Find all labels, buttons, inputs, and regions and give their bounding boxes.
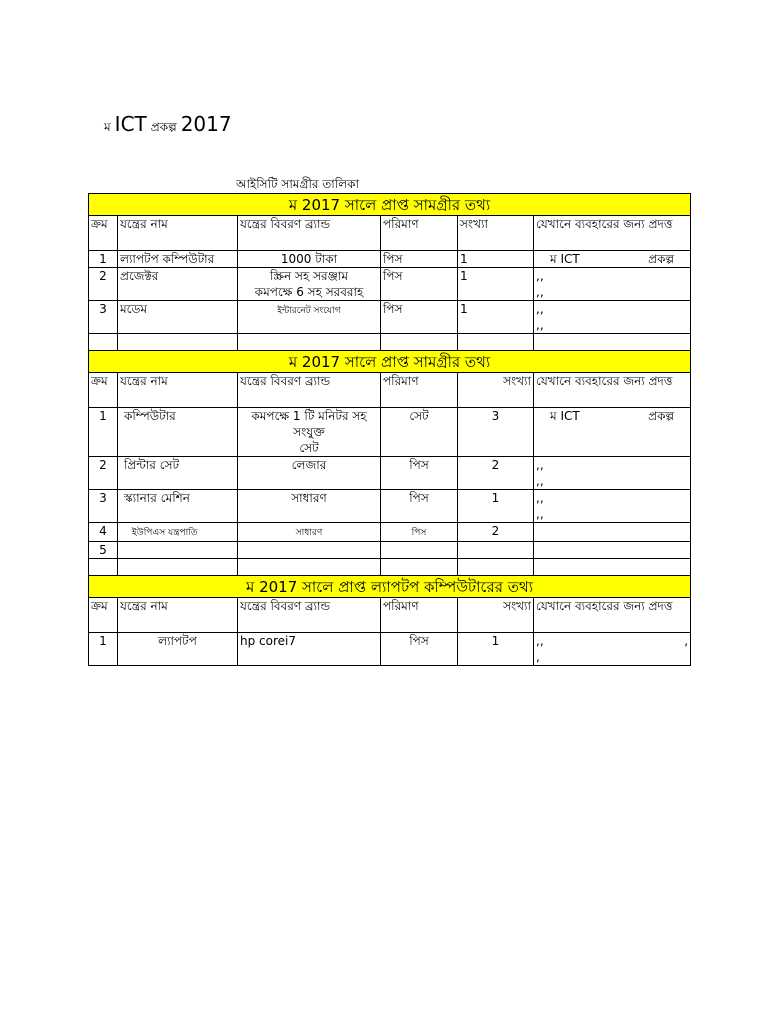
- ditto-mark: ,,: [536, 458, 544, 472]
- blank-row: [89, 559, 691, 576]
- table-caption: আইসিটি সামগ্রীর তালিকা: [236, 177, 360, 191]
- section-2-title-row: [89, 351, 691, 373]
- cell-unit: সেট: [381, 408, 458, 457]
- cell-desc: সাধারণ: [238, 490, 381, 523]
- ditto-mark: ,,: [536, 318, 544, 332]
- title-year: 2017: [180, 112, 232, 136]
- col-serial-header: ক্রম: [89, 373, 118, 408]
- name-text: প্রিন্টার সেট: [124, 458, 180, 472]
- desc-line-1: কমপক্ষে 1 টি মনিটর সহ সংযুক্ত: [251, 409, 367, 439]
- ditto-mark: ,,: [536, 507, 544, 521]
- cell-unit: পিস: [381, 457, 458, 490]
- cell-unit: পিস: [381, 301, 458, 334]
- cell-serial: 3: [89, 301, 118, 334]
- header-row: [89, 598, 691, 633]
- ditto-mark: ,,: [536, 285, 544, 299]
- col-unit-header: পরিমাণ: [381, 373, 458, 408]
- desc-line-2: সেট: [299, 441, 319, 455]
- cell-where: [534, 408, 691, 457]
- cell-where: [534, 268, 691, 301]
- cell-desc: [238, 268, 381, 301]
- ditto-mark: ,: [536, 650, 540, 664]
- ditto-mark: ,,: [536, 302, 544, 316]
- table-row: [89, 633, 691, 666]
- cell-desc: [238, 408, 381, 457]
- desc-text: ইন্টারনেট সংযোগ: [277, 306, 341, 316]
- page-title: [104, 112, 232, 140]
- table-row: [89, 268, 691, 301]
- table-row: [89, 523, 691, 542]
- section-title: ম 2017 সালে প্রাপ্ত ল্যাপটপ কম্পিউটারের তথ্য: [89, 576, 691, 598]
- cell-unit: [381, 523, 458, 542]
- ditto-mark: ,: [684, 634, 689, 648]
- cell-qty: 1: [458, 268, 534, 301]
- desc-line-1: স্ক্রিন সহ সরঞ্জাম: [269, 269, 348, 283]
- inventory-table: [88, 193, 691, 666]
- cell-serial: 2: [89, 457, 118, 490]
- cell-unit: পিস: [381, 490, 458, 523]
- col-qty-header: সংখ্যা: [458, 216, 534, 251]
- table-row: [89, 542, 691, 559]
- cell-qty: 2: [458, 523, 534, 542]
- cell-desc: লেজার: [238, 457, 381, 490]
- col-desc-header: যন্ত্রের বিবরণ ব্র্যান্ড: [238, 373, 381, 408]
- cell-name: [118, 457, 238, 490]
- cell-name: [118, 490, 238, 523]
- col-name-header: যন্ত্রের নাম: [118, 373, 238, 408]
- cell-name: [118, 523, 238, 542]
- col-name-header: যন্ত্রের নাম: [118, 216, 238, 251]
- cell-where: [534, 457, 691, 490]
- cell-name: ল্যাপটপ: [118, 633, 238, 666]
- cell-serial: 1: [89, 633, 118, 666]
- blank-row: [89, 334, 691, 351]
- desc-text: সাধারণ: [295, 528, 323, 538]
- where-ict: ম ICT: [550, 409, 580, 423]
- unit-text: পিস: [411, 528, 427, 538]
- cell-qty: 1: [458, 251, 534, 268]
- table-row: [89, 490, 691, 523]
- section-title: ম 2017 সালে প্রাপ্ত সামগ্রীর তথ্য: [89, 194, 691, 216]
- title-ict: ICT: [114, 112, 147, 136]
- cell-serial: 4: [89, 523, 118, 542]
- name-text: ইউপিএস যন্ত্রপাতি: [132, 528, 198, 538]
- cell-where: [534, 633, 691, 666]
- cell-qty: 3: [458, 408, 534, 457]
- cell-serial: 1: [89, 408, 118, 457]
- desc-line-2: কমপক্ষে 6 সহ সরবরাহ: [254, 285, 364, 299]
- cell-where: [534, 301, 691, 334]
- col-desc-header: যন্ত্রের বিবরণ ব্র্যান্ড: [238, 216, 381, 251]
- table-row: [89, 301, 691, 334]
- ditto-mark: ,,: [536, 269, 544, 283]
- cell-serial: 3: [89, 490, 118, 523]
- col-where-header: যেখানে ব্যবহারের জন্য প্রদত্ত: [534, 373, 691, 408]
- col-where-header: যেখানে ব্যবহারের জন্য প্রদত্ত: [534, 216, 691, 251]
- table-row: [89, 457, 691, 490]
- ditto-mark: ,,: [536, 474, 544, 488]
- header-row: [89, 216, 691, 251]
- cell-unit: পিস: [381, 268, 458, 301]
- cell-qty: 2: [458, 457, 534, 490]
- col-qty-header: সংখ্যা: [458, 598, 534, 633]
- cell-desc: 1000 টাকা: [238, 251, 381, 268]
- title-word: প্রকল্প: [150, 120, 177, 134]
- cell-name: [118, 408, 238, 457]
- col-desc-header: যন্ত্রের বিবরণ ব্র্যান্ড: [238, 598, 381, 633]
- section-title: ম 2017 সালে প্রাপ্ত সামগ্রীর তথ্য: [89, 351, 691, 373]
- name-text: স্ক্যানার মেশিন: [124, 491, 190, 505]
- cell-qty: 1: [458, 633, 534, 666]
- cell-name: মডেম: [118, 301, 238, 334]
- cell-where: [534, 490, 691, 523]
- section-1-title-row: [89, 194, 691, 216]
- ditto-mark: ,,: [536, 634, 544, 648]
- where-ict: ম ICT: [550, 252, 580, 266]
- cell-name: প্রজেক্টর: [118, 268, 238, 301]
- title-prefix: ম: [104, 120, 111, 134]
- where-project: প্রকল্প: [648, 252, 675, 266]
- col-qty-header: সংখ্যা: [458, 373, 534, 408]
- ditto-mark: ,,: [536, 491, 544, 505]
- where-project: প্রকল্প: [648, 409, 675, 423]
- cell-unit: পিস: [381, 251, 458, 268]
- cell-where: [534, 523, 691, 542]
- header-row: [89, 373, 691, 408]
- col-name-header: যন্ত্রের নাম: [118, 598, 238, 633]
- cell-qty: 1: [458, 490, 534, 523]
- col-serial-header: ক্রম: [89, 216, 118, 251]
- cell-unit: পিস: [381, 633, 458, 666]
- cell-desc: hp corei7: [238, 633, 381, 666]
- name-text: কম্পিউটার: [124, 409, 176, 423]
- col-unit-header: পরিমাণ: [381, 216, 458, 251]
- cell-serial: 5: [89, 542, 118, 559]
- section-3-title-row: [89, 576, 691, 598]
- col-unit-header: পরিমাণ: [381, 598, 458, 633]
- table-row: [89, 408, 691, 457]
- cell-serial: 2: [89, 268, 118, 301]
- cell-qty: 1: [458, 301, 534, 334]
- cell-serial: 1: [89, 251, 118, 268]
- cell-name: ল্যাপটপ কম্পিউটার: [118, 251, 238, 268]
- cell-desc: [238, 523, 381, 542]
- col-where-header: যেখানে ব্যবহারের জন্য প্রদত্ত: [534, 598, 691, 633]
- table-row: [89, 251, 691, 268]
- cell-desc: [238, 301, 381, 334]
- col-serial-header: ক্রম: [89, 598, 118, 633]
- cell-where: [534, 251, 691, 268]
